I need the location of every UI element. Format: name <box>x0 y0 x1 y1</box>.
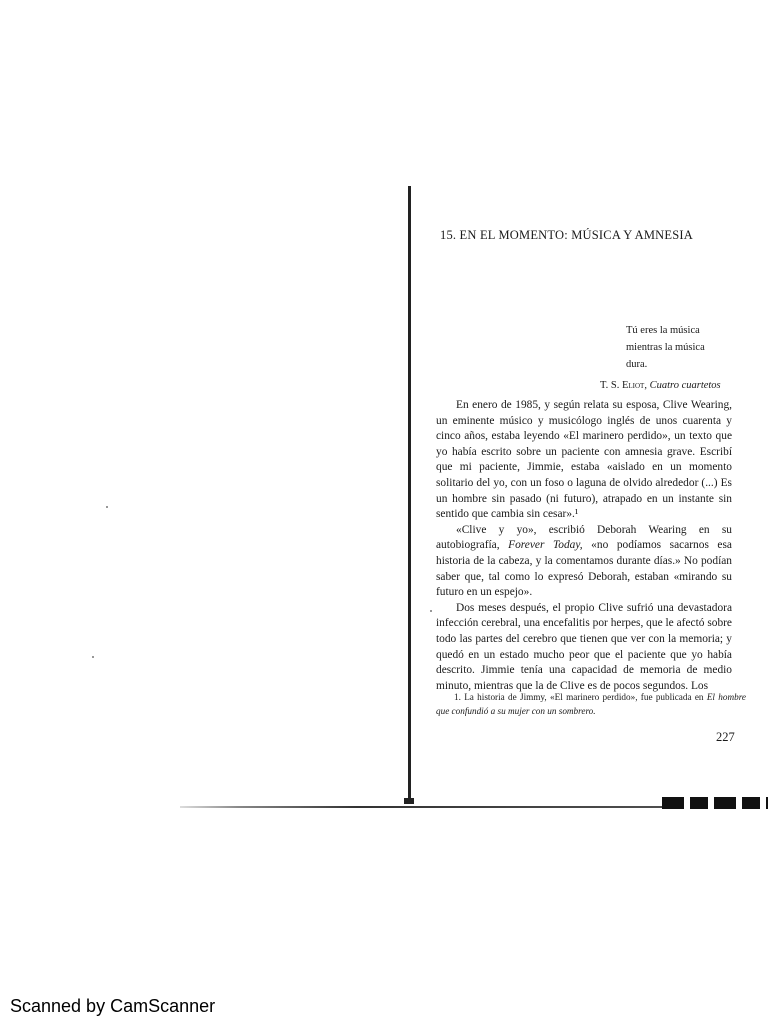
epigraph-line: mientras la música dura. <box>626 342 705 370</box>
epigraph <box>600 322 728 394</box>
body-paragraph: En enero de 1985, y según relata su esposa, Clive Wearing, un eminente músico y musicólogo inglés de unos cuarenta y cinco años, estaba leyendo «El marinero perdido», un texto que yo había escrito sobre un paciente con amnesia grave. Escribí que mi paciente, Jimmie, estaba «aislado en un momento solitario del yo, con un foso o laguna de olvido alrededor (...) Es un hombre sin pasado (ni futuro), atrapado en un instante sin sentido que cambia sin cesar».¹ <box>436 399 732 521</box>
book-title: Forever Today, <box>508 539 583 552</box>
scan-speck <box>106 506 108 508</box>
body-paragraph: Dos meses después, el propio Clive sufrió una devastadora infección cerebral, una encefalitis por herpes, que le afectó sobre todo las partes del cerebro que tienen que ver con la memoria; y quedó en un estado mucho peor que el paciente que yo había descrito. Jimmie tenía una capacidad de memoria de medio minuto, mientras que la de Clive es de pocos segundos. Los <box>436 601 732 692</box>
body-paragraph <box>436 523 732 601</box>
book-spine-shadow <box>408 186 411 804</box>
footnote <box>436 690 746 718</box>
chapter-title: 15. EN EL MOMENTO: MÚSICA Y AMNESIA <box>440 228 693 242</box>
body-text-run: «no podíamos sacarnos esa historia de la cabeza, y la comentamos durante días.» No podían saber que, tal como lo expresó Deborah, estaban «mirando su futuro en un espejo». <box>436 539 732 599</box>
epigraph-line: Tú eres la música <box>626 325 700 336</box>
scan-speck <box>92 656 94 658</box>
footnote-text <box>436 690 746 718</box>
scan-edge-marks <box>662 797 768 809</box>
footnote-run: 1. La historia de Jimmy, «El marinero perdido», fue publicada en <box>454 692 704 702</box>
epigraph-author: T. S. Eliot, <box>600 380 647 391</box>
footnote-book-title: El hombre que confundió a su mujer con un sombrero. <box>436 692 747 716</box>
book-spine-foot <box>404 798 414 804</box>
epigraph-attribution <box>600 377 728 394</box>
epigraph-work: Cuatro cuartetos <box>649 380 721 391</box>
scanner-watermark: Scanned by CamScanner <box>10 996 216 1016</box>
scan-speck <box>430 610 432 612</box>
body-text-run: «Clive y yo», escribió Deborah Wearing en su autobiografía, <box>436 523 732 552</box>
body-text <box>436 398 732 694</box>
page-number: 227 <box>716 730 735 744</box>
